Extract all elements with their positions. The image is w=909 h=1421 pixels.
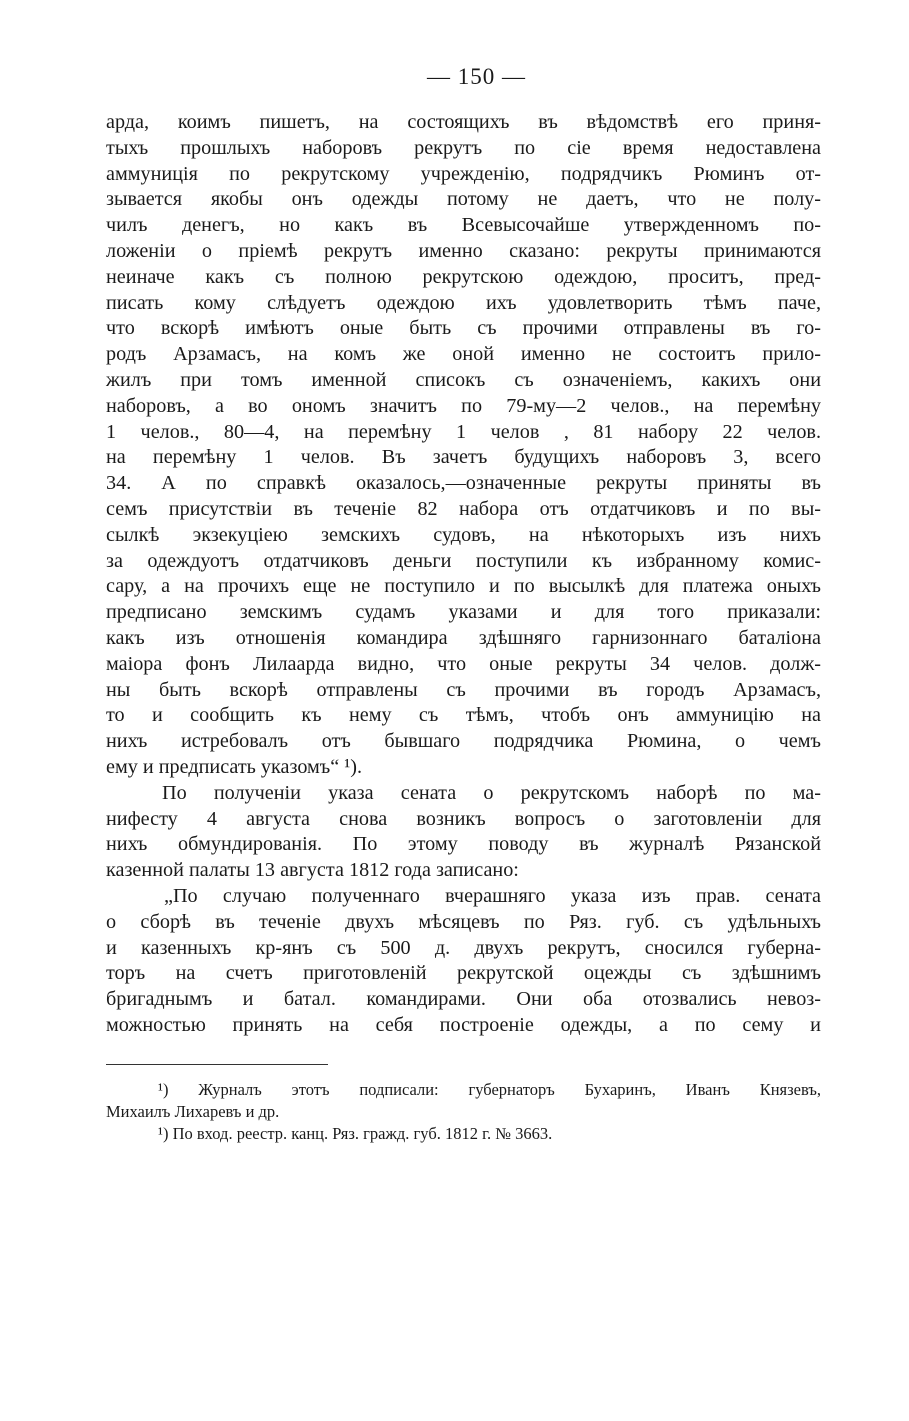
footnote-line: ¹) По вход. реестр. канц. Ряз. гражд. губ. 1812 г. № 3663.: [158, 1123, 553, 1143]
body-line: чилъ денегъ, но какъ въ Всевысочайше утвержденномъ по-: [106, 214, 821, 237]
body-line: ложеніи о пріемѣ рекрутъ именно сказано: рекруты принимаются: [106, 239, 821, 262]
body-line: сару, а на прочихъ еще не поступило и по высылкѣ для платежа оныхъ: [106, 575, 821, 598]
body-line: писать кому слѣдуетъ одеждою ихъ удовлетворить тѣмъ паче,: [106, 291, 821, 314]
body-text: [106, 110, 821, 1039]
body-line: арда, коимъ пишетъ, на состоящихъ въ вѣдомствѣ его приня-: [106, 111, 821, 133]
body-line: зывается якобы онъ одежды потому не даетъ, что не полу-: [106, 188, 821, 211]
body-line: жилъ при томъ именной списокъ съ означеніемъ, какихъ они: [106, 368, 821, 391]
footnote-line: ¹) Журналъ этотъ подписали: губернаторъ Бухаринъ, Иванъ Князевъ,: [158, 1079, 821, 1099]
body-line: тыхъ прошлыхъ наборовъ рекрутъ по сіе время недоставлена: [106, 136, 821, 159]
body-line: нифесту 4 августа снова возникъ вопросъ о заготовленіи для: [106, 807, 821, 830]
body-line: семъ присутствіи въ теченіе 82 набора отъ отдатчиковъ и по вы-: [106, 497, 821, 520]
body-line: на перемѣну 1 челов. Въ зачетъ будущихъ наборовъ 3, всего: [106, 446, 821, 469]
body-line: „По случаю полученнаго вчерашняго указа изъ прав. сената: [164, 884, 821, 907]
body-line: неиначе какъ съ полною рекрутскою одеждою, проситъ, пред-: [106, 265, 821, 288]
body-line: сылкѣ экзекуціею земскихъ судовъ, на нѣкоторыхъ изъ нихъ: [106, 523, 821, 546]
body-line: 1 челов., 80—4, на перемѣну 1 челов , 81 набору 22 челов.: [106, 420, 821, 443]
body-line: предписано земскимъ судамъ указами и для того приказали:: [106, 601, 821, 624]
body-line: аммуниція по рекрутскому учрежденію, подрядчикъ Рюминъ от-: [106, 162, 821, 185]
body-line: какъ изъ отношенія командира здѣшняго гарнизоннаго баталіона: [106, 626, 821, 649]
body-line: родъ Арзамасъ, на комъ же оной именно не состоитъ прило-: [106, 343, 821, 366]
body-line: торъ на счетъ приготовленій рекрутской оцежды съ здѣшнимъ: [106, 962, 821, 985]
footnote-line: Михаилъ Лихаревъ и др.: [106, 1101, 280, 1121]
body-line: маіора фонъ Лилаарда видно, что оные рекруты 34 челов. долж-: [106, 652, 821, 675]
body-line: нихъ истребовалъ отъ бывшаго подрядчика Рюмина, о чемъ: [106, 730, 821, 753]
body-line: можностью принять на себя построеніе одежды, а по сему и: [106, 1013, 821, 1036]
body-line: ему и предписать указомъ“ ¹).: [106, 755, 363, 778]
body-line: то и сообщить къ нему съ тѣмъ, чтобъ онъ аммуницію на: [106, 704, 821, 727]
footnote-divider: [106, 1064, 328, 1065]
body-line: 34. А по справкѣ оказалось,—означенные рекруты приняты въ: [106, 472, 821, 495]
body-line: ны быть вскорѣ отправлены съ прочими въ городъ Арзамасъ,: [106, 678, 821, 701]
body-line: и казенныхъ кр-янъ съ 500 д. двухъ рекрутъ, сносился губерна-: [106, 936, 821, 959]
body-line: бригаднымъ и батал. командирами. Они оба отозвались невоз-: [106, 988, 821, 1011]
body-line: что вскорѣ имѣютъ оные быть съ прочими отправлены въ го-: [106, 317, 821, 340]
body-line: По полученіи указа сената о рекрутскомъ наборѣ по ма-: [162, 781, 821, 804]
body-line: казенной палаты 13 августа 1812 года записано:: [106, 859, 519, 882]
body-line: нихъ обмундированія. По этому поводу въ журналѣ Рязанской: [106, 833, 821, 856]
body-line: наборовъ, а во ономъ значитъ по 79-му—2 челов., на перемѣну: [106, 394, 821, 417]
body-line: о сборѣ въ теченіе двухъ мѣсяцевъ по Ряз. губ. съ удѣльныхъ: [106, 910, 821, 933]
page-number: — 150 —: [427, 64, 526, 89]
footnotes: [106, 1079, 821, 1145]
body-line: за одеждуотъ отдатчиковъ деньги поступили къ избранному комис-: [106, 549, 821, 572]
